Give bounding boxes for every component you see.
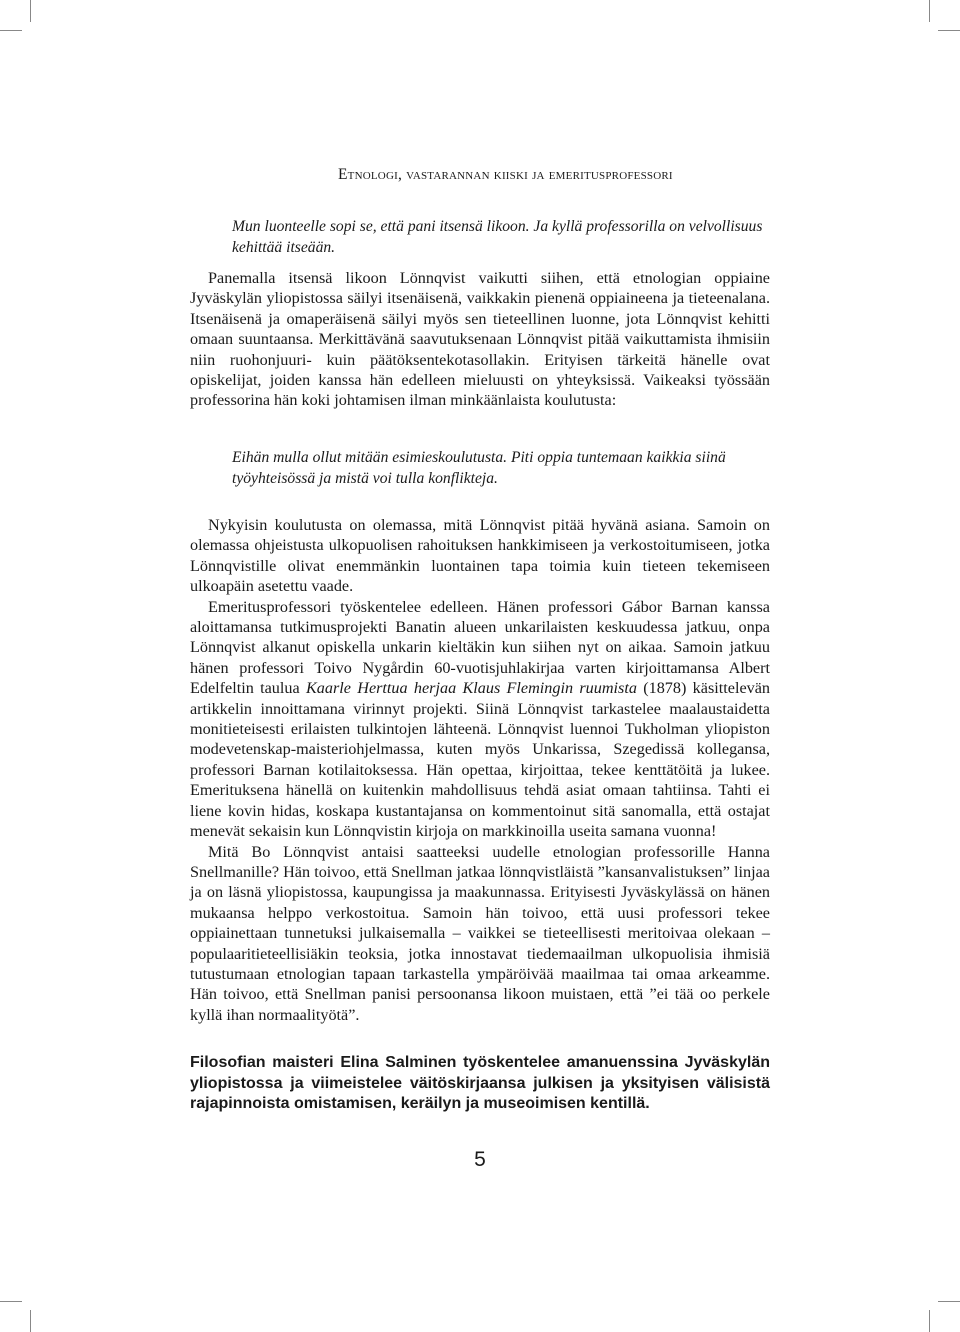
author-bio-text: Filosofian maisteri Elina Salminen työskentelee amanuenssina Jyväskylän yliopistossa ja viimeistelee väitöskirjaansa julkisen ja yksityisen välisistä rajapinnoista omistamisen, keräilyn ja museoimisen kentillä. [190,1054,770,1112]
block-quote [232,216,772,258]
crop-mark [0,30,22,31]
paragraph: Nykyisin koulutusta on olemassa, mitä Lönnqvist pitää hyvänä asiana. Samoin on olemassa ohjeistusta ulkopuolisen rahoituksen hankkimiseen ja verkostoitumiseen, jotka Lönnqvistille olivat enemmänkin luontainen tapa toimia kuin tieteen tekemiseen ulkoapäin asetettu vaade. [190,516,770,596]
author-bio [190,1053,770,1115]
paragraph-text: (1878) käsittelevän artikkelin innoittamana virinnyt projekti. Siinä Lönnqvist tarkastelee maalaustaidetta monitieteisesti erilaisten tulkintojen lähteenä. Lönnqvist luennoi Tukholman yliopiston modevetenskap-maisteriohjelmassa, kuten myös Unkarissa, Szegedissä kollegansa, professori Barnan kotilaitoksessa. Hän opettaa, kirjoittaa, tekee kenttätöitä ja lukee. Emerituksena hänellä on kuitenkin mahdollisuus tehdä asiat omaan tahtiinsa. Tahti ei liene kovin hidas, koskapa kustantajansa on kommentoinut sitä sanomalla, että ostajat menevät sekaisin kun Lönnqvistin kirjoja on markkinoilla useita samana vuonna! [190,679,770,841]
body-text [190,268,770,411]
crop-mark [30,1310,31,1332]
running-head: Etnologi, vastarannan kiiski ja emeritusprofessori [338,166,673,183]
crop-mark [929,0,930,22]
crop-mark [938,30,960,31]
crop-mark [30,0,31,22]
quote-text: Eihän mulla ollut mitään esimieskoulutusta. Piti oppia tuntemaan kaikkia siinä työyhteisössä ja mistä voi tulla konflikteja. [232,449,726,487]
page-number: 5 [474,1148,486,1171]
crop-mark [929,1310,930,1332]
body-text [190,515,770,1025]
paragraph-text: Emeritusprofessori työskentelee edelleen. Hänen professori Gábor Barnan kanssa aloittamansa tutkimusprojekti Banatin alueen unkarilaisten keskuudessa jatkuu, onpa Lönnqvist alkanut opiskella unkarin kieltäkin kun siihen nyt on aikaa. Samoin jatkuu hänen professori Toivo Nygårdin 60-vuotisjuhlakirjaa varten kirjoittamansa Albert Edelfeltin taulua [190,597,770,698]
paragraph: Panemalla itsensä likoon Lönnqvist vaikutti siihen, että etnologian oppiaine Jyväskylän yliopistossa säilyi itsenäisenä, vaikkakin pienenä oppiaineena ja tieteenalana. Itsenäisenä ja omaperäisenä säilyi myös sen tieteellinen luonne, jota Lönnqvist kehitti omaan suuntaansa. Merkittävänä saavutuksenaan Lönnqvist pitää vaikuttamista ihmisiin niin ruohonjuuri- kuin päätöksentekotasollakin. Erityisen tärkeitä hänelle ovat opiskelijat, joiden kanssa hän edelleen mieluusti on yhteyksissä. Vaikeaksi työssään professorina hän koki johtamisen ilman minkäänlaista koulutusta: [190,269,770,410]
paragraph [190,597,770,842]
crop-mark [938,1301,960,1302]
quote-text: Mun luonteelle sopi se, että pani itsensä likoon. Ja kyllä professorilla on velvollisuus kehittää itseään. [232,218,763,256]
artwork-title: Kaarle Herttua herjaa Klaus Flemingin ruumista [305,679,637,698]
paragraph: Mitä Bo Lönnqvist antaisi saatteeksi uudelle etnologian professorille Hanna Snellmanille? Hän toivoo, että Snellman jatkaa lönnqvistläistä ”kansanvalistuksen” linjaa ja on läsnä yliopistossa, kaupungissa ja maakunnassa. Erityisesti Jyväskylässä on hänen mukaansa helppo verkostoitua. Samoin hän toivoo, että uusi professori tekee oppiainettaan tunnetuksi julkaisemalla – vaikkei se tieteellisesti meritoivaa olekaan – populaaritieteellisiäkin teoksia, jotka innostavat tiedemaailman ulkopuolisia ihmisiä tutustumaan etnologian tapaan tarkastella ympäröivää maailmaa tai omaa arkeamme. Hän toivoo, että Snellman panisi persoonansa likoon muistaen, että ”ei tää oo perkele kyllä ihan normaalityötä”. [190,842,770,1024]
block-quote [232,447,772,489]
crop-mark [0,1301,22,1302]
